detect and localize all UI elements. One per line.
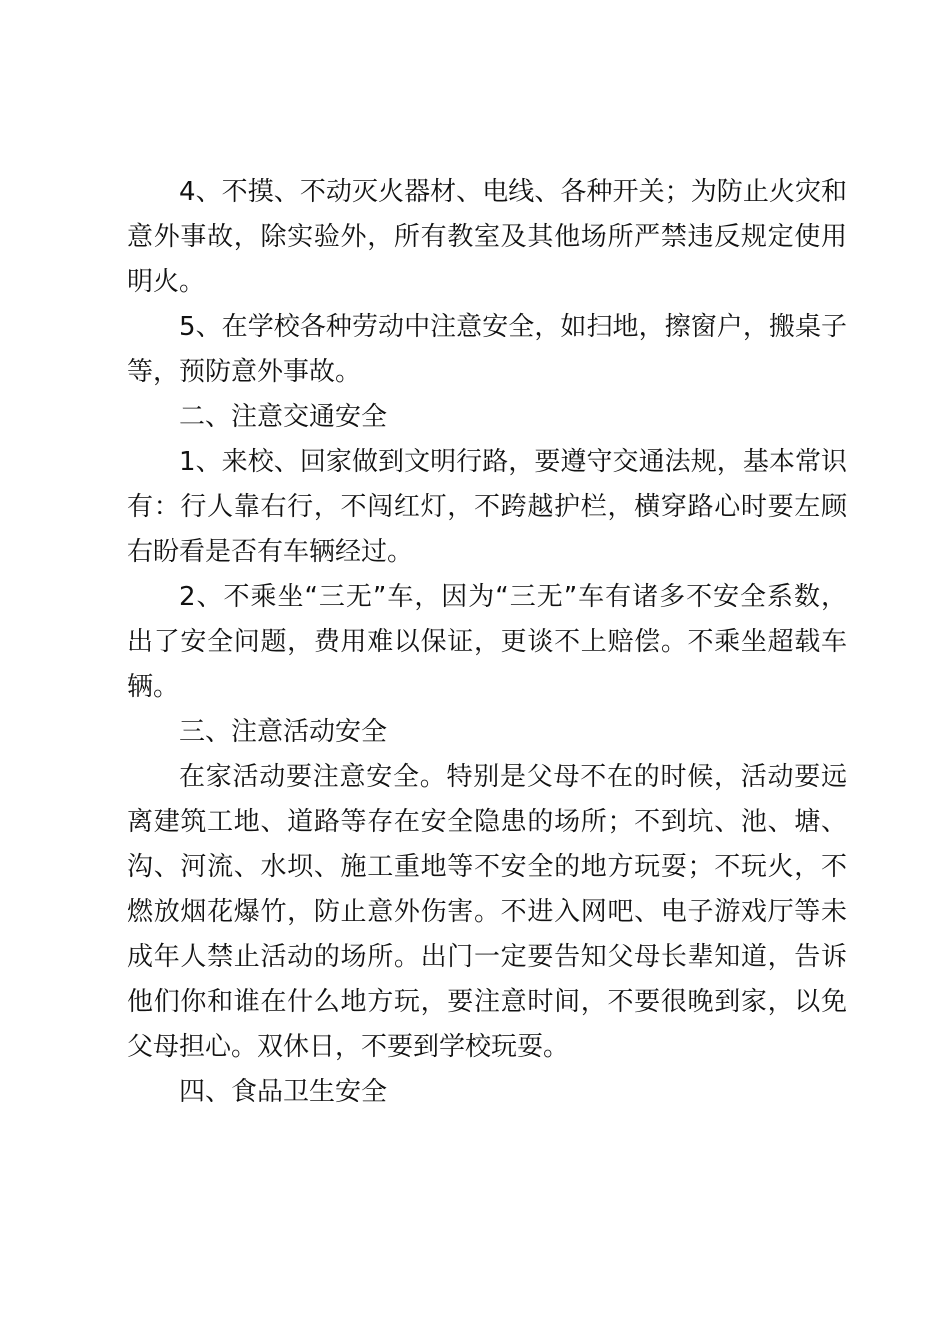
section-heading-food-safety: 四、食品卫生安全 bbox=[179, 1077, 388, 1107]
paragraph-labor-safety-item-5: 5、在学校各种劳动中注意安全，如扫地，擦窗户，搬桌子等，预防意外事故。 bbox=[127, 312, 847, 387]
section-heading-traffic-safety: 二、注意交通安全 bbox=[179, 402, 388, 432]
paragraph-traffic-item-1: 1、来校、回家做到文明行路，要遵守交通法规，基本常识有：行人靠右行，不闯红灯，不跨越护栏，横穿路心时要左顾右盼看是否有车辆经过。 bbox=[127, 447, 847, 567]
paragraph-activity-safety: 在家活动要注意安全。特别是父母不在的时候，活动要远离建筑工地、道路等存在安全隐患的场所；不到坑、池、塘、沟、河流、水坝、施工重地等不安全的地方玩耍；不玩火，不燃放烟花爆竹，防止意外伤害。不进入网吧、电子游戏厅等未成年人禁止活动的场所。出门一定要告知父母长辈知道，告诉他们你和谁在什么地方玩，要注意时间，不要很晚到家，以免父母担心。双休日，不要到学校玩耍。 bbox=[127, 762, 847, 1062]
paragraph-traffic-item-2: 2、不乘坐“三无”车，因为“三无”车有诸多不安全系数，出了安全问题，费用难以保证，更谈不上赔偿。不乘坐超载车辆。 bbox=[127, 582, 847, 702]
paragraph-fire-safety-item-4: 4、不摸、不动灭火器材、电线、各种开关；为防止火灾和意外事故，除实验外，所有教室及其他场所严禁违反规定使用明火。 bbox=[127, 177, 847, 297]
document-body bbox=[127, 170, 847, 1115]
section-heading-activity-safety: 三、注意活动安全 bbox=[179, 717, 388, 747]
